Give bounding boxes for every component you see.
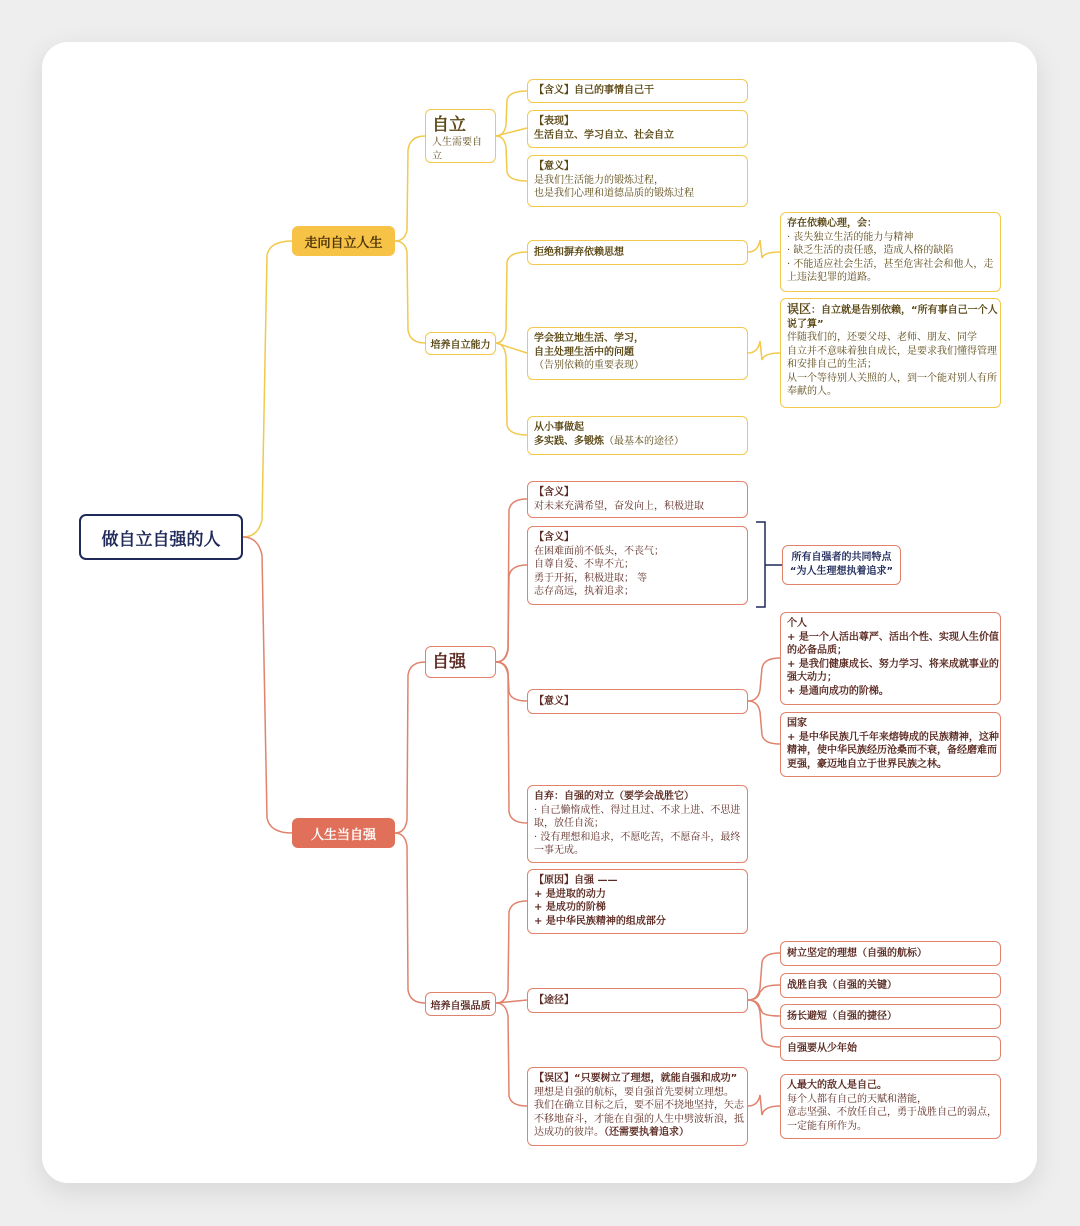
ziqiang-hanyi-2 [527,526,748,605]
ziqi-line: · 自己懒惰成性、得过且过、不求上进、不思进 [534,804,741,816]
hanyi-label: 【含义】 [534,487,574,498]
hanyi-line: 志存高远，执着追求； [534,586,634,597]
geren-line: + 是通向成功的阶梯。 [787,685,889,697]
yilai-line: 存在依赖心理，会： [787,218,877,229]
branch-rensheng-ziqiang: 人生当自强 [292,818,395,848]
wuqu-line: 从一个等待别人关照的人，到一个能对别人有所 [787,372,997,384]
ziqi-line: 取，放任自流； [534,818,604,829]
yiyi-guojia [780,712,1001,777]
ziqi-line: · 没有理想和追求，不愿吃苦，不愿奋斗，最终 [534,831,741,843]
yuanyin-line: + 是成功的阶梯 [534,902,606,913]
tujing-yangchang: 扬长避短（自强的捷径） [780,1004,1001,1029]
wuqu-line: 达成功的彼岸。 [534,1127,604,1138]
ziyi-wuqu [780,298,1001,408]
yuanyin-line: + 是进取的动力 [534,888,606,900]
wuqu-line: 和安排自己的生活； [787,359,877,370]
ziyi-hanyi: 【含义】自己的事情自己干 [527,79,748,103]
common-trait [782,545,901,585]
biaoxian-text: 生活自立、学习自立、社会自立 [534,129,674,141]
yilai-line: · 不能适应社会生活，甚至危害社会和他人，走 [787,258,994,270]
ziqiang-yuanyin [527,869,748,934]
guojia-line: 国家 [787,718,807,729]
diren-line: 意志坚强、不放任自己，勇于战胜自己的弱点， [787,1107,997,1118]
wuqu-line: ：自立就是告别依赖，“所有事自己一个人 [811,305,998,316]
reject-dependence: 拒绝和摒弃依赖思想 [527,240,748,265]
wuqu-line: 说了算” [787,318,824,330]
node-peiyang-ziyi: 培养自立能力 [425,332,496,355]
hanyi-line: 在困难面前不低头，不丧气； [534,545,664,557]
yuanyin-line: 【原因】自强 —— [534,875,618,886]
wuqu-line: 奉献的人。 [787,386,837,397]
wuqu-line: 不移地奋斗，才能在自强的人生中劈波斩浪，抵 [534,1113,744,1125]
tujing-zhansheng: 战胜自我（自强的关键） [780,973,1001,998]
node-ziyi [425,109,496,163]
node-ziyi-title: 自立 [432,115,466,135]
ziyi-yiyi [527,155,748,207]
geren-line: + 是我们健康成长、努力学习、将来成就事业的 [787,658,999,670]
xiaoshi-line: 多实践、多锻炼 [534,435,604,447]
cong-xiaoshi [527,416,748,455]
yuanyin-line: + 是中华民族精神的组成部分 [534,915,666,927]
tujing-shaonian: 自强要从少年始 [780,1036,1001,1061]
biaoxian-label: 【表现】 [534,116,574,127]
ziqiang-wuqu [527,1067,748,1146]
wuqu-end: （还需要执着追求） [604,1127,689,1138]
node-peiyang-ziqiang: 培养自强品质 [425,992,496,1016]
ziqi [527,785,748,863]
yiyi-geren [780,612,1001,705]
ziqiang-tujing: 【途径】 [527,988,748,1013]
wuqu-label: 误区 [787,302,812,316]
guojia-line: 更强，豪迈地自立于世界民族之林。 [787,758,947,770]
wuqu-line: 【误区】“只要树立了理想，就能自强和成功” [534,1073,738,1084]
xuehui-line: 学会独立地生活、学习， [534,333,644,344]
xuehui-duli [527,327,748,380]
ziqiang-hanyi-1 [527,481,748,518]
yilai-line: · 缺乏生活的责任感，造成人格的缺陷 [787,245,954,256]
guojia-line: + 是中华民族几千年来熔铸成的民族精神，这种 [787,731,999,743]
diren-line: 人最大的敌人是自己。 [787,1080,887,1091]
root-node: 做自立自强的人 [79,514,243,560]
hanyi-text: 对未来充满希望，奋发向上，积极进取 [534,500,704,512]
geren-line: + 是一个人活出尊严、活出个性、实现人生价值 [787,631,999,643]
ziqi-line: 自弃：自强的对立（要学会战胜它） [534,791,694,802]
geren-line: 个人 [787,618,807,629]
xiaoshi-line: 从小事做起 [534,422,584,433]
diren-line: 一定能有所作为。 [787,1120,867,1132]
dependence-effects [780,212,1001,292]
tujing-lixiang: 树立坚定的理想（自强的航标） [780,941,1001,966]
geren-line: 强大动力； [787,672,837,683]
common-line: “为人生理想执着追求” [789,566,894,577]
ziyi-biaoxian [527,110,748,148]
node-ziyi-subtitle: 人生需要自立 [432,137,482,162]
xuehui-line: 自主处理生活中的问题 [534,346,634,358]
zuida-diren [780,1074,1001,1139]
yiyi-label: 【意义】 [534,161,574,172]
wuqu-line: 我们在确立目标之后，要不屈不挠地坚持，矢志 [534,1100,744,1111]
guojia-line: 精神，使中华民族经历沧桑而不衰，备经磨难而 [787,745,997,756]
yiyi-line: 也是我们心理和道德品质的锻炼过程 [534,188,694,199]
xuehui-line: （告别依赖的重要表现） [534,360,644,371]
hanyi-label: 【含义】 [534,532,574,543]
node-ziqiang-title: 自强 [432,652,466,672]
yilai-line: · 丧失独立生活的能力与精神 [787,231,914,243]
node-ziqiang [425,646,496,678]
wuqu-line: 伴随我们的，还要父母、老师、朋友、同学 [787,332,977,343]
ziqi-line: 一事无成。 [534,845,584,856]
yiyi-line: 是我们生活能力的锻炼过程， [534,174,664,186]
ziqiang-yiyi: 【意义】 [527,689,748,714]
branch-zouxiang-ziyi: 走向自立人生 [292,226,395,256]
yilai-line: 上违法犯罪的道路。 [787,272,877,283]
diren-line: 每个人都有自己的天赋和潜能， [787,1093,927,1105]
common-line: 所有自强者的共同特点 [791,552,892,563]
hanyi-line: 勇于开拓，积极进取； 等 [534,572,648,584]
wuqu-line: 自立并不意味着独自成长，是要求我们懂得管理 [787,345,997,357]
hanyi-line: 自尊自爱、不卑不亢； [534,559,634,570]
wuqu-line: 理想是自强的航标，要自强首先要树立理想。 [534,1086,734,1098]
xiaoshi-note: （最基本的途径） [604,435,684,447]
geren-line: 的必备品质； [787,645,847,656]
